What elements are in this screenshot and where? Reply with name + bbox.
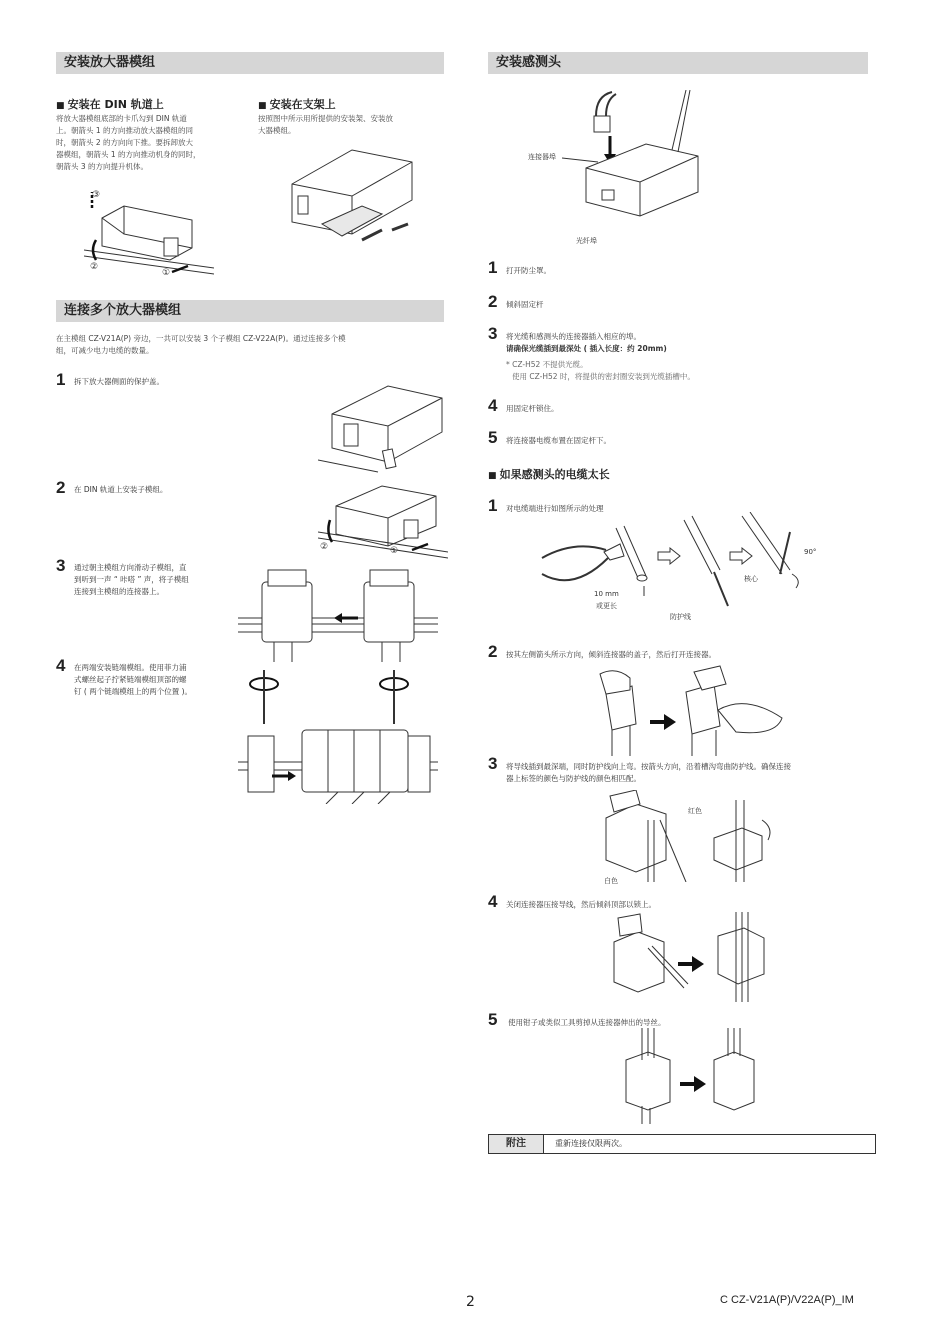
shield-label: 防护线 [670,613,691,621]
cable-step-1-number: 1 [488,496,498,515]
right-step-3-note: * CZ-H52 不提供光缆。 使用 CZ-H52 时，将提供的密封圈安装到光缆插槽中。 [506,360,695,381]
left-step-2-number: 2 [56,478,66,497]
cable-step-4-text: 关闭连接器压接导线，然后倾斜顶部以锁上。 [506,900,656,909]
left-step-3-text: 通过朝主模组方向滑动子模组，直 到听到一声 “ 咔嗒 ” 声，将子模组 连接到主模组的连接器上。 [74,563,189,596]
cut-or-longer-label: 或更长 [596,602,617,610]
doc-code: C CZ-V21A(P)/V22A(P)_IM [720,1294,854,1306]
right-step-3-text: 将光缆和感测头的连接器插入相应的埠。 请确保光缆插到最深处 ( 插入长度：约 20mm) [506,332,667,353]
white-label: 白色 [604,877,618,885]
cable-step-5-number: 5 [488,1010,498,1029]
bracket-illustration [262,144,432,254]
open-connector-illustration [586,664,796,756]
page-number: 2 [466,1294,475,1310]
cable-step-2-text: 按其左侧箭头所示方向，倾斜连接器的盖子，然后打开连接器。 [506,650,716,659]
section-header-install-amplifier: 安装放大器模组 [56,52,444,74]
core-label: 核心 [744,575,758,583]
cable-step-1-text: 对电缆端进行如图所示的处理 [506,504,604,513]
right-step-3-number: 3 [488,324,498,343]
trim-wire-illustration [618,1028,758,1124]
din-mark-3: ③ [92,190,101,200]
note-box [488,1134,876,1154]
din-mark-1: ① [162,268,171,278]
fiber-port-label: 光纤埠 [576,237,597,245]
step2-mark-2: ② [320,542,329,552]
angle-label: 90° [804,548,817,556]
right-step-5-text: 将连接器电缆布置在固定杆下。 [506,436,611,445]
left-step-3-number: 3 [56,556,66,575]
cable-step-5-text: 使用钳子或类似工具剪掉从连接器伸出的导丝。 [508,1018,666,1027]
din-rail-title: ■ 安装在 DIN 轨道上 [56,96,164,112]
bracket-title: ■ 安装在支架上 [258,96,336,112]
left-step-4-text: 在两端安装链端模组。使用菲力浦 式螺丝起子拧紧链端模组顶部的螺 钉 ( 两个链端模组上的两个位置 )。 [74,663,193,696]
section2-text: 在主模组 CZ-V21A(P) 旁边，一共可以安装 3 个子模组 CZ-V22A(P)。通过连接多个模 组，可减少电力电缆的数量。 [56,334,346,355]
right-step-2-number: 2 [488,292,498,311]
note-label: 附注 [489,1135,544,1153]
right-step-4-number: 4 [488,396,498,415]
right-step-1-text: 打开防尘罩。 [506,266,551,275]
cable-step-2-number: 2 [488,642,498,661]
close-connector-illustration [604,912,774,1002]
cable-step-3-number: 3 [488,754,498,773]
connector-port-label: 连接器埠 [528,153,556,161]
right-step-5-number: 5 [488,428,498,447]
end-module-screw-illustration [238,664,438,804]
right-step-1-number: 1 [488,258,498,277]
slide-connect-illustration [238,566,438,662]
right-step-2-text: 倾斜固定杆 [506,300,544,309]
cable-too-long-title: ■ 如果感测头的电缆太长 [488,466,610,482]
left-step-1-text: 拆下放大器侧面的保护盖。 [74,377,164,386]
step2-mark-1: ① [390,546,399,556]
insert-wire-illustration [596,790,786,882]
left-step-2-text: 在 DIN 轨道上安装子模组。 [74,485,168,494]
left-step-1-number: 1 [56,370,66,389]
connector-port-leader [562,154,602,164]
note-text: 重新连接仅限两次。 [555,1139,627,1148]
protect-cover-illustration [318,380,448,476]
cable-step-3-text: 将导线插到最深端，同时防护线向上弯。按箭头方向，沿着槽沟弯曲防护线。确保连接 器上标签的颜色与防护线的颜色相匹配。 [506,762,791,783]
din-rail-illustration [84,188,214,280]
red-label: 红色 [688,807,702,815]
din-mark-2: ② [90,262,99,272]
right-step-4-text: 用固定杆锁住。 [506,404,559,413]
cut-length-label: 10 mm [594,590,619,598]
left-step-4-number: 4 [56,656,66,675]
section-header-install-sensor: 安装感测头 [488,52,868,74]
sub-module-din-illustration [318,480,448,560]
section-header-connect-multiple: 连接多个放大器模组 [56,300,444,322]
cable-step-4-number: 4 [488,892,498,911]
bracket-text: 按照图中所示用所提供的安装架、安装放 大器模组。 [258,114,393,135]
din-rail-text: 将放大器模组底部的卡爪勾到 DIN 轨道 上。朝箭头 1 的方向推动放大器模组的同 时，朝箭头 2 的方向向下推。要拆卸放大 器模组，朝箭头 1 的方向推动机身的同时， 朝箭头 3 的方向提升机体。 [56,114,201,171]
